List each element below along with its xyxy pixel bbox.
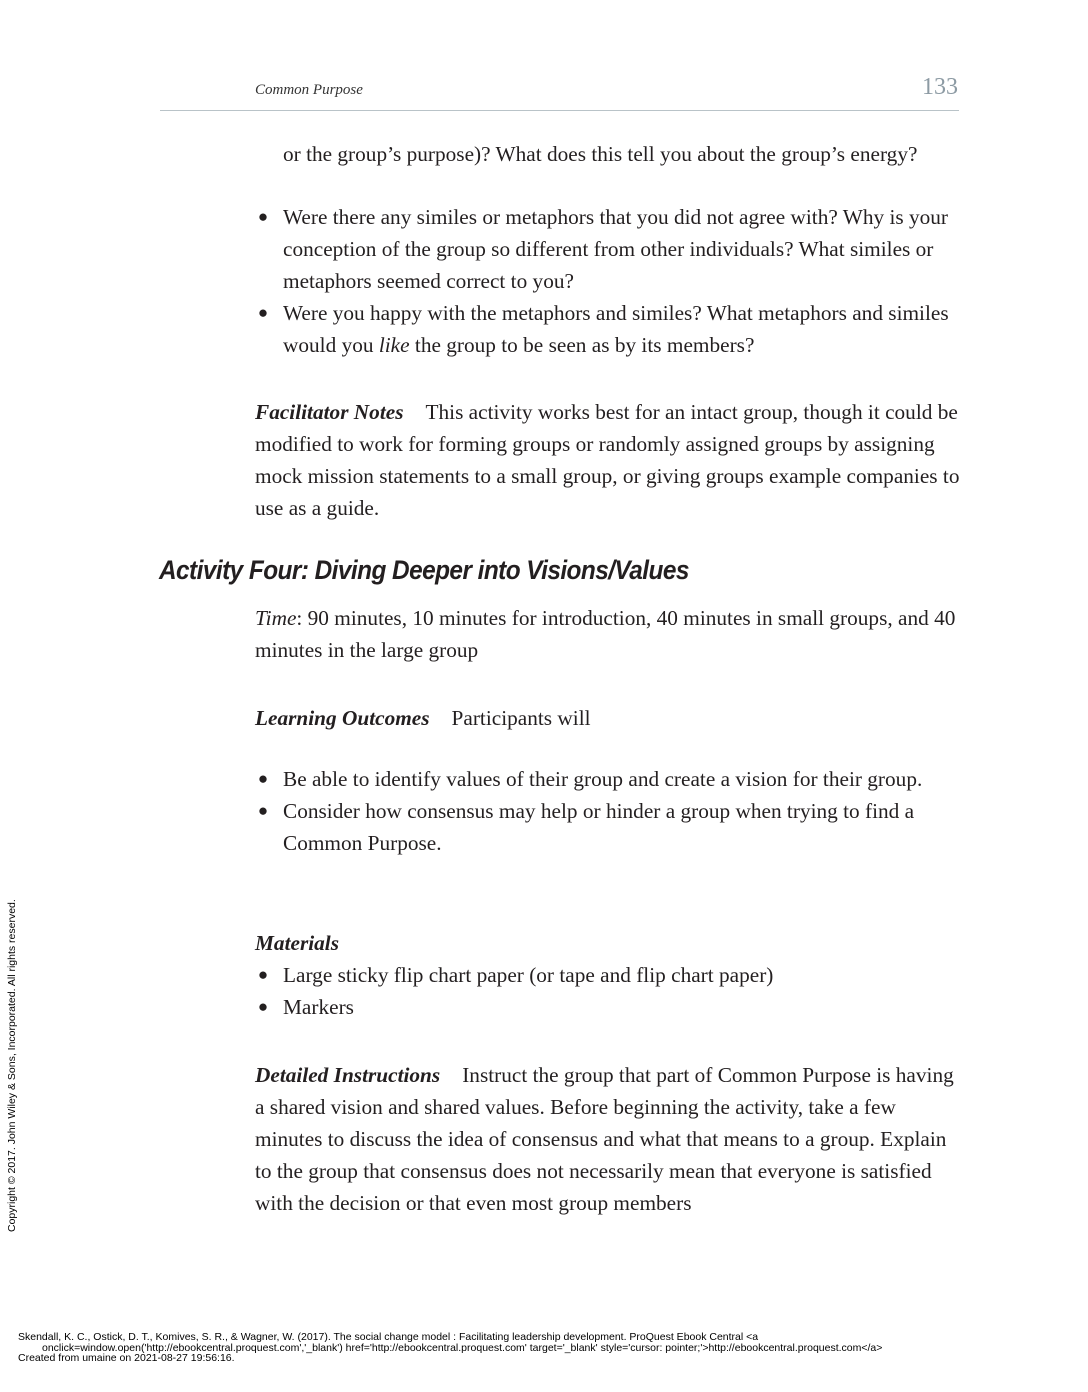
learning-outcomes-label: Learning Outcomes [255, 706, 430, 730]
facilitator-notes-label: Facilitator Notes [255, 400, 404, 424]
list-item [255, 763, 960, 795]
materials-label: Materials [255, 931, 340, 955]
detailed-instructions-text: Instruct the group that part of Common Purpose is having a shared vision and shared values. Before beginning the activity, take a few minutes to discuss the idea of consensus and what that means to a group. Explain to the group that consensus does not necessarily mean that everyone is satisfied with the decision or that even most group members [255, 1063, 954, 1215]
facilitator-notes-text: This activity works best for an intact group, though it could be modified to work for forming groups or randomly assigned groups by assigning mock mission statements to a small group, or giving groups example companies to use as a guide. [255, 400, 960, 520]
bullet-text: Consider how consensus may help or hinder a group when trying to find a Common Purpose. [283, 799, 915, 855]
materials-list [255, 959, 960, 1023]
bullet-text: Were you happy with the metaphors and similes? What metaphors and similes would you like the group to be seen as by its members? [283, 301, 949, 357]
learning-outcomes-text: Participants will [451, 706, 591, 730]
time-text: : 90 minutes, 10 minutes for introduction, 40 minutes in small groups, and 40 minutes in the large group [255, 606, 956, 662]
bullet-text: Markers [283, 995, 354, 1019]
detailed-instructions-label: Detailed Instructions [255, 1063, 441, 1087]
bullet-text: Be able to identify values of their group and create a vision for their group. [283, 767, 923, 791]
bullet-icon: ● [257, 997, 269, 1016]
bullet-icon: ● [257, 207, 269, 226]
list-item [255, 991, 960, 1023]
bullet-icon: ● [257, 769, 269, 788]
bullet-icon: ● [257, 965, 269, 984]
time-label: Time [255, 606, 297, 630]
list-item [255, 959, 960, 991]
footer-line: onclick=window.open('http://ebookcentral.proquest.com','_blank') href='http://ebookcentral.proquest.com' target='_blank' style='cursor: pointer;'>http://ebookcentral.proquest.com</a> [42, 1341, 883, 1354]
detailed-instructions-paragraph [255, 1059, 960, 1219]
facilitator-notes-paragraph [255, 396, 960, 524]
header-divider [160, 110, 959, 111]
bullet-icon: ● [257, 303, 269, 322]
page-number: 133 [922, 74, 958, 100]
side-copyright: Copyright © 2017. John Wiley & Sons, Incorporated. All rights reserved. [6, 899, 18, 1232]
continuation-text: or the group’s purpose)? What does this tell you about the group’s energy? [283, 142, 918, 166]
footer-citation [18, 1332, 1083, 1364]
learning-outcomes-list [255, 763, 960, 859]
running-title: Common Purpose [255, 82, 363, 98]
bullet-icon: ● [257, 801, 269, 820]
emphasis-text: like [378, 333, 410, 357]
list-item [255, 795, 960, 859]
learning-outcomes-paragraph [255, 702, 960, 734]
list-item [255, 201, 960, 297]
list-item [255, 297, 960, 361]
section-heading: Activity Four: Diving Deeper into Visions/Values [159, 555, 689, 585]
footer-line: Created from umaine on 2021-08-27 19:56:16. [18, 1352, 235, 1364]
materials-heading [255, 927, 960, 959]
bullet-text: Were there any similes or metaphors that you did not agree with? Why is your conception of the group so different from other individuals? What similes or metaphors seemed correct to you? [283, 205, 949, 293]
footer-line: Skendall, K. C., Ostick, D. T., Komives, S. R., & Wagner, W. (2017). The social change model : Facilitating leadership development. ProQuest Ebook Central <a [18, 1331, 759, 1343]
bullet-text: Large sticky flip chart paper (or tape and flip chart paper) [283, 963, 774, 987]
reflection-bullet-list [255, 201, 960, 361]
time-paragraph [255, 602, 960, 666]
